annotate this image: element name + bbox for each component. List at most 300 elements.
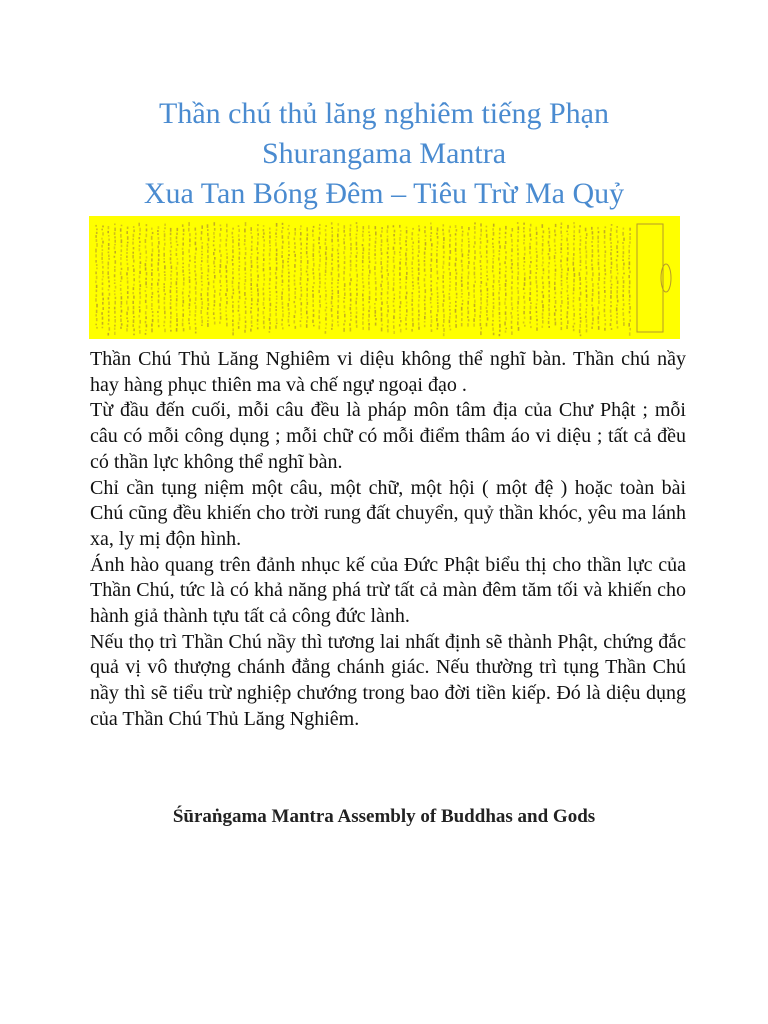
scroll-glyph [276,296,278,298]
scroll-glyph [604,246,606,248]
scroll-glyph [133,274,135,276]
scroll-glyph [363,239,365,242]
scroll-glyph [238,225,240,227]
scroll-glyph [96,239,98,242]
scroll-glyph [338,273,340,277]
scroll-glyph [133,287,135,290]
scroll-glyph [394,251,396,255]
scroll-glyph [542,276,544,279]
scroll-glyph [598,287,600,290]
scroll-glyph [567,285,569,289]
scroll-glyph [591,227,593,230]
scroll-glyph [95,235,97,238]
scroll-glyph [343,277,345,281]
scroll-glyph [393,321,395,323]
scroll-glyph [108,243,110,246]
scroll-glyph [188,323,190,325]
scroll-glyph [356,247,358,250]
scroll-glyph [269,331,271,333]
scroll-glyph [375,261,377,264]
scroll-glyph [269,235,271,238]
scroll-glyph [189,276,191,278]
scroll-glyph [288,285,290,287]
scroll-glyph [312,290,314,292]
scroll-glyph [281,275,283,278]
scroll-glyph [611,267,613,269]
scroll-glyph [281,284,283,286]
scroll-glyph [300,265,302,267]
scroll-glyph [288,316,290,318]
scroll-glyph [282,241,284,244]
scroll-glyph [275,325,277,328]
scroll-glyph [331,282,333,284]
scroll-glyph [617,255,619,257]
scroll-glyph [474,281,476,283]
scroll-glyph [133,311,135,315]
scroll-glyph [275,286,277,289]
scroll-glyph [121,310,123,313]
scroll-glyph [269,278,271,281]
scroll-glyph [300,243,302,246]
scroll-glyph [195,228,197,231]
scroll-glyph [331,239,333,243]
scroll-glyph [344,266,346,269]
scroll-glyph [611,224,613,226]
scroll-glyph [344,305,346,308]
scroll-glyph [275,233,277,235]
scroll-glyph [319,326,321,330]
scroll-glyph [127,277,129,279]
scroll-glyph [189,244,191,247]
scroll-glyph [387,236,389,238]
scroll-glyph [406,258,408,261]
scroll-glyph [288,236,290,239]
scroll-glyph [443,251,445,254]
scroll-glyph [306,247,308,250]
scroll-glyph [238,326,240,329]
scroll-glyph [164,316,166,318]
scroll-glyph [586,324,588,327]
scroll-glyph [121,268,123,270]
scroll-glyph [132,252,134,254]
scroll-glyph [580,292,582,296]
scroll-glyph [126,317,128,319]
scroll-glyph [424,226,426,228]
scroll-glyph [232,315,234,317]
scroll-glyph [269,240,271,244]
scroll-glyph [319,224,321,226]
scroll-glyph [623,246,625,250]
scroll-glyph [461,307,463,311]
scroll-glyph [393,325,395,329]
scroll-glyph [146,305,148,309]
scroll-glyph [257,224,259,226]
scroll-glyph [536,232,538,235]
scroll-glyph [138,223,140,227]
scroll-glyph [145,316,147,319]
scroll-glyph [474,231,476,233]
scroll-glyph [467,316,469,318]
scroll-glyph [548,241,550,244]
scroll-glyph [95,281,97,284]
scroll-glyph [399,237,401,241]
scroll-glyph [157,267,159,271]
scroll-glyph [368,282,370,285]
scroll-glyph [121,276,123,279]
scroll-glyph [276,267,278,271]
scroll-glyph [189,255,191,257]
scroll-glyph [294,301,296,303]
scroll-glyph [195,233,197,236]
scroll-glyph [375,298,377,301]
scroll-glyph [132,292,134,294]
scroll-glyph [344,283,346,287]
scroll-glyph [140,253,142,255]
scroll-glyph [313,258,315,261]
scroll-glyph [585,237,587,239]
scroll-glyph [96,290,98,293]
scroll-glyph [275,272,277,275]
scroll-glyph [554,278,556,280]
scroll-glyph [331,324,333,327]
scroll-glyph [226,280,228,283]
scroll-glyph [368,231,370,233]
scroll-glyph [573,279,575,283]
scroll-glyph [269,267,271,270]
scroll-glyph [605,226,607,228]
scroll-glyph [214,257,216,260]
scroll-glyph [362,269,364,271]
scroll-glyph [306,288,308,292]
scroll-glyph [102,307,104,310]
scroll-glyph [176,309,178,311]
scroll-glyph [480,255,482,257]
scroll-glyph [245,279,247,282]
scroll-glyph [467,323,469,326]
scroll-glyph [455,233,457,235]
scroll-glyph [431,319,433,323]
scroll-glyph [579,308,581,311]
scroll-glyph [294,264,296,268]
scroll-glyph [102,287,104,290]
scroll-glyph [232,301,234,303]
scroll-glyph [201,325,203,327]
scroll-glyph [554,297,556,299]
scroll-glyph [574,273,576,277]
scroll-glyph [511,281,513,284]
scroll-glyph [524,306,526,309]
scroll-glyph [499,241,501,244]
scroll-glyph [586,319,588,323]
scroll-glyph [542,224,544,228]
scroll-glyph [450,234,452,237]
scroll-glyph [505,331,507,333]
scroll-glyph [213,272,215,274]
scroll-glyph [431,329,433,332]
scroll-glyph [623,290,625,293]
scroll-glyph [536,311,538,313]
section-heading: Śūraṅgama Mantra Assembly of Buddhas and Gods [172,806,596,827]
scroll-glyph [616,316,618,318]
scroll-glyph [511,267,513,270]
scroll-glyph [430,310,432,313]
scroll-glyph [263,258,265,261]
scroll-glyph [492,228,494,230]
scroll-glyph [381,302,383,305]
scroll-glyph [288,225,290,227]
scroll-glyph [629,319,631,321]
scroll-glyph [418,314,420,317]
scroll-glyph [239,261,241,263]
scroll-glyph [325,317,327,320]
scroll-glyph [114,307,116,310]
scroll-glyph [579,313,581,315]
scroll-glyph [344,225,346,229]
scroll-glyph [189,279,191,283]
scroll-glyph [486,275,488,277]
scroll-glyph [381,307,383,311]
scroll-glyph [225,265,227,268]
scroll-glyph [300,252,302,254]
scroll-glyph [592,317,594,321]
scroll-glyph [591,298,593,302]
scroll-glyph [430,235,432,237]
scroll-glyph [611,328,613,330]
scroll-glyph [585,277,587,280]
scroll-glyph [623,228,625,230]
scroll-glyph [145,245,147,248]
scroll-glyph [344,314,346,318]
scroll-glyph [332,234,334,237]
scroll-glyph [350,315,352,317]
scroll-glyph [381,244,383,246]
scroll-glyph [120,288,122,291]
scroll-glyph [195,237,197,239]
scroll-glyph [356,260,358,262]
scroll-glyph [239,296,241,299]
scroll-glyph [182,257,184,260]
scroll-glyph [467,307,469,310]
scroll-glyph [306,243,308,245]
scroll-glyph [523,296,525,299]
scroll-glyph [611,257,613,260]
scroll-glyph [536,251,538,253]
scroll-glyph [498,292,500,295]
scroll-glyph [108,297,110,299]
scroll-glyph [244,292,246,296]
scroll-glyph [171,266,173,270]
scroll-glyph [387,256,389,258]
scroll-glyph [127,244,129,247]
scroll-glyph [443,256,445,258]
scroll-glyph [468,244,470,248]
scroll-glyph [455,269,457,272]
scroll-glyph [375,277,377,279]
scroll-glyph [331,308,333,312]
scroll-glyph [461,244,463,247]
scroll-glyph [492,246,494,248]
scroll-glyph [381,292,383,295]
scroll-glyph [605,319,607,321]
scroll-glyph [499,317,501,319]
scroll-glyph [592,236,594,240]
scroll-glyph [182,323,184,327]
scroll-glyph [251,278,253,281]
scroll-glyph [591,304,593,306]
scroll-glyph [374,245,376,248]
scroll-glyph [387,309,389,312]
scroll-glyph [201,251,203,253]
scroll-glyph [170,321,172,324]
scroll-glyph [356,325,358,328]
scroll-glyph [486,256,488,258]
scroll-glyph [163,289,165,292]
scroll-glyph [276,291,278,293]
scroll-glyph [312,300,314,303]
scroll-glyph [306,283,308,285]
scroll-glyph [133,329,135,332]
scroll-glyph [498,257,500,260]
scroll-glyph [301,294,303,297]
scroll-glyph [343,271,345,275]
scroll-glyph [412,271,414,273]
scroll-glyph [549,248,551,252]
scroll-glyph [244,330,246,333]
scroll-glyph [523,227,525,229]
scroll-glyph [573,300,575,303]
scroll-glyph [461,249,463,253]
scroll-glyph [238,234,240,237]
scroll-glyph [257,284,259,287]
scroll-glyph [393,298,395,300]
scroll-glyph [487,304,489,306]
scroll-glyph [356,269,358,272]
scroll-glyph [610,246,612,248]
scroll-glyph [108,255,110,258]
scroll-glyph [331,227,333,229]
scroll-glyph [219,293,221,296]
scroll-glyph [295,296,297,299]
scroll-glyph [126,256,128,258]
scroll-glyph [176,233,178,235]
scroll-glyph [412,277,414,279]
scroll-glyph [499,330,501,332]
scroll-glyph [604,295,606,298]
scroll-glyph [188,307,190,309]
scroll-glyph [238,257,240,260]
scroll-glyph [375,226,377,229]
scroll-glyph [554,239,556,243]
scroll-glyph [132,265,134,267]
scroll-glyph [170,254,172,256]
scroll-glyph [517,321,519,325]
scroll-glyph [288,241,290,244]
scroll-glyph [580,334,582,336]
scroll-glyph [622,232,624,236]
scroll-glyph [176,248,178,251]
scroll-glyph [157,315,159,317]
scroll-glyph [467,232,469,235]
scroll-glyph [586,281,588,283]
scroll-glyph [542,300,544,303]
scroll-glyph [592,307,594,311]
scroll-glyph [325,262,327,266]
title-line-1: Thần chú thủ lăng nghiêm tiếng Phạn [159,97,609,130]
scroll-glyph [182,251,184,255]
scroll-glyph [326,307,328,309]
scroll-glyph [418,304,420,308]
scroll-glyph [412,285,414,287]
scroll-glyph [592,283,594,287]
scroll-glyph [350,307,352,310]
scroll-glyph [343,238,345,240]
scroll-glyph [114,325,116,327]
scroll-glyph [337,249,339,252]
scroll-glyph [543,273,545,275]
scroll-glyph [96,294,98,297]
scroll-glyph [257,233,259,236]
scroll-glyph [294,242,296,244]
scroll-glyph [362,273,364,276]
scroll-glyph [399,317,401,319]
scroll-glyph [511,248,513,252]
scroll-glyph [505,236,507,238]
scroll-glyph [369,261,371,263]
scroll-glyph [182,319,184,322]
scroll-glyph [406,227,408,229]
scroll-glyph [549,285,551,287]
scroll-glyph [95,260,97,263]
scroll-glyph [176,313,178,317]
scroll-glyph [250,256,252,259]
scroll-glyph [214,249,216,251]
scroll-glyph [257,237,259,239]
scroll-glyph [102,241,104,244]
scroll-glyph [208,268,210,272]
scroll-glyph [108,226,110,229]
scroll-glyph [622,259,624,261]
scroll-glyph [239,248,241,250]
scroll-glyph [468,254,470,256]
scroll-glyph [281,319,283,321]
scroll-glyph [356,280,358,282]
scroll-glyph [480,297,482,300]
scroll-glyph [213,312,215,315]
scroll-glyph [238,239,240,241]
scroll-glyph [287,261,289,263]
scroll-glyph [232,305,234,309]
scroll-glyph [331,254,333,258]
scroll-glyph [312,286,314,288]
scroll-glyph [195,286,197,289]
scroll-glyph [523,322,525,324]
scroll-glyph [530,287,532,290]
scroll-glyph [523,265,525,267]
scroll-glyph [295,326,297,329]
scroll-glyph [505,241,507,244]
scroll-glyph [276,257,278,261]
scroll-glyph [412,323,414,327]
scroll-glyph [95,254,97,257]
scroll-glyph [282,223,284,225]
scroll-glyph [573,287,575,291]
scroll-glyph [288,258,290,260]
scroll-glyph [306,320,308,323]
scroll-glyph [349,233,351,236]
scroll-glyph [263,225,265,227]
scroll-glyph [535,272,537,274]
scroll-glyph [573,313,575,317]
